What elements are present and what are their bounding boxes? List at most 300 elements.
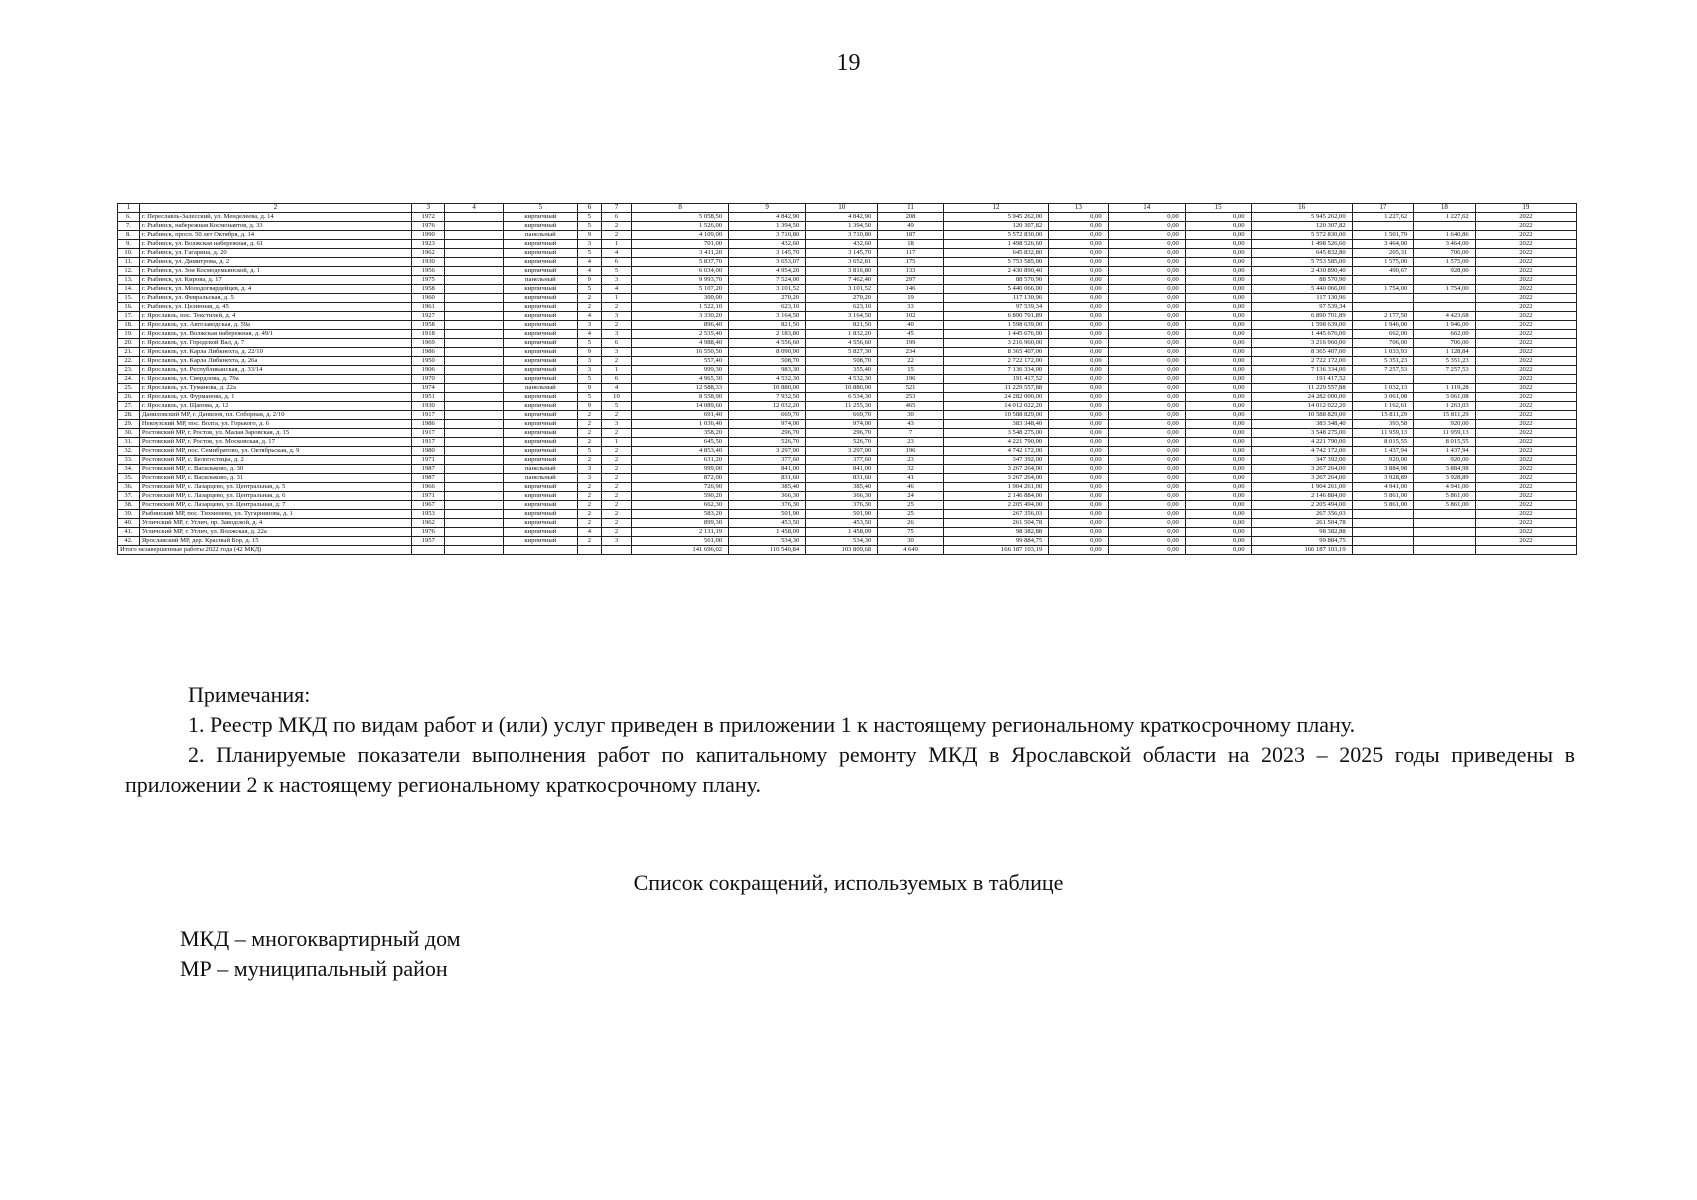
column-number-cell: 1 xyxy=(118,204,140,213)
table-cell: 0,00 xyxy=(1108,330,1185,339)
table-cell: 24 282 000,00 xyxy=(943,393,1048,402)
table-cell xyxy=(445,285,503,294)
table-cell: 5 827,30 xyxy=(806,348,878,357)
table-cell: 2022 xyxy=(1475,375,1576,384)
table-cell: 4 xyxy=(577,258,601,267)
total-cell: 166 187 103,19 xyxy=(943,546,1048,555)
table-cell: 4 965,30 xyxy=(632,375,729,384)
table-cell: 526,70 xyxy=(806,438,878,447)
table-cell xyxy=(1352,537,1414,546)
notes-section xyxy=(125,680,1575,800)
table-cell: 2022 xyxy=(1475,474,1576,483)
column-number-cell: 7 xyxy=(601,204,631,213)
table-cell: 32 xyxy=(878,465,944,474)
total-cell: 110 540,84 xyxy=(729,546,806,555)
table-cell: 0,00 xyxy=(1108,483,1185,492)
table-cell: 0,00 xyxy=(1185,222,1251,231)
table-cell: 1 522,10 xyxy=(632,303,729,312)
table-cell: 4 221 790,00 xyxy=(1251,438,1352,447)
table-cell: 3 xyxy=(601,420,631,429)
table-cell xyxy=(445,384,503,393)
table-cell xyxy=(445,402,503,411)
table-cell: 453,50 xyxy=(729,519,806,528)
total-cell: 0,00 xyxy=(1108,546,1185,555)
table-cell: 1987 xyxy=(412,474,445,483)
table-cell: 2 xyxy=(577,501,601,510)
table-cell: 2022 xyxy=(1475,429,1576,438)
table-cell: 1960 xyxy=(412,294,445,303)
table-cell: 2022 xyxy=(1475,510,1576,519)
table-cell: 355,40 xyxy=(806,366,878,375)
table-cell: 2022 xyxy=(1475,465,1576,474)
table-row xyxy=(118,519,1577,528)
table-cell: 1 xyxy=(601,240,631,249)
table-cell: 645,50 xyxy=(632,438,729,447)
table-cell: 0,00 xyxy=(1049,303,1108,312)
table-cell: 4 423,68 xyxy=(1414,312,1476,321)
table-row xyxy=(118,393,1577,402)
table-cell: 0,00 xyxy=(1049,447,1108,456)
table-cell: 18. xyxy=(118,321,140,330)
table-cell: 3 xyxy=(577,240,601,249)
table-cell: 432,60 xyxy=(806,240,878,249)
table-row xyxy=(118,474,1577,483)
total-cell xyxy=(445,546,503,555)
table-cell: 2022 xyxy=(1475,285,1576,294)
table-cell: 3 216 960,00 xyxy=(1251,339,1352,348)
table-cell: 3 267 264,00 xyxy=(943,465,1048,474)
table-row xyxy=(118,501,1577,510)
table-cell: 6. xyxy=(118,213,140,222)
table-cell: 14 089,60 xyxy=(632,402,729,411)
table-cell xyxy=(445,294,503,303)
table-cell xyxy=(445,456,503,465)
table-cell: 0,00 xyxy=(1108,294,1185,303)
table-cell: 0,00 xyxy=(1185,456,1251,465)
table-row xyxy=(118,249,1577,258)
table-cell: 0,00 xyxy=(1185,321,1251,330)
table-cell: 377,60 xyxy=(729,456,806,465)
table-cell: 2022 xyxy=(1475,312,1576,321)
table-cell: 2022 xyxy=(1475,240,1576,249)
table-cell: 4 941,00 xyxy=(1414,483,1476,492)
table-cell: 270,20 xyxy=(806,294,878,303)
table-cell xyxy=(445,330,503,339)
table-cell: 3 xyxy=(577,366,601,375)
table-cell: 191 417,52 xyxy=(943,375,1048,384)
table-cell: 0,00 xyxy=(1108,528,1185,537)
table-cell: 0,00 xyxy=(1049,474,1108,483)
table-cell: 0,00 xyxy=(1049,483,1108,492)
table-cell: 9 993,70 xyxy=(632,276,729,285)
table-cell: 831,60 xyxy=(806,474,878,483)
table-cell: 1 754,00 xyxy=(1352,285,1414,294)
table-cell: 7 136 334,00 xyxy=(1251,366,1352,375)
table-cell: 508,70 xyxy=(806,357,878,366)
table-cell: 99 884,75 xyxy=(1251,537,1352,546)
table-cell: 0,00 xyxy=(1049,285,1108,294)
abbreviation-item: МКД – многоквартирный дом xyxy=(180,926,461,951)
registry-table xyxy=(117,203,1577,555)
address-cell: г. Переславль-Залесский, ул. Менделеева, д. 14 xyxy=(139,213,411,222)
table-cell: 3 411,20 xyxy=(632,249,729,258)
total-cell xyxy=(577,546,601,555)
table-row xyxy=(118,231,1577,240)
table-cell xyxy=(445,276,503,285)
table-cell xyxy=(445,393,503,402)
table-cell: 3 267 264,00 xyxy=(1251,474,1352,483)
table-cell: 8. xyxy=(118,231,140,240)
table-cell: 2 xyxy=(577,303,601,312)
table-cell: 3 297,90 xyxy=(729,447,806,456)
table-cell xyxy=(1352,510,1414,519)
table-cell: 0,00 xyxy=(1185,375,1251,384)
table-cell: 2 xyxy=(577,456,601,465)
table-cell: 5 572 830,00 xyxy=(1251,231,1352,240)
table-cell: 5 861,00 xyxy=(1414,501,1476,510)
table-cell: кирпичный xyxy=(503,519,577,528)
table-cell: кирпичный xyxy=(503,456,577,465)
table-cell: 21. xyxy=(118,348,140,357)
table-cell: 1 498 526,60 xyxy=(1251,240,1352,249)
table-cell: 3 xyxy=(601,537,631,546)
table-cell: 8 365 407,00 xyxy=(943,348,1048,357)
table-cell: 16 550,50 xyxy=(632,348,729,357)
table-cell: 2 xyxy=(601,501,631,510)
table-cell: 366,30 xyxy=(806,492,878,501)
table-cell: 49 xyxy=(878,222,944,231)
table-cell: 631,20 xyxy=(632,456,729,465)
table-cell: 701,00 xyxy=(632,240,729,249)
table-cell: 267 356,03 xyxy=(943,510,1048,519)
table-cell: 465 xyxy=(878,402,944,411)
table-cell: 0,00 xyxy=(1049,366,1108,375)
table-cell xyxy=(445,492,503,501)
table-cell: 2 205 494,00 xyxy=(943,501,1048,510)
table-cell: 1 xyxy=(601,438,631,447)
table-cell: 1962 xyxy=(412,249,445,258)
table-cell: 2 xyxy=(577,510,601,519)
table-cell: 1980 xyxy=(412,447,445,456)
table-cell: 0,00 xyxy=(1185,339,1251,348)
table-cell: 9 xyxy=(577,402,601,411)
table-cell: 0,00 xyxy=(1108,213,1185,222)
table-cell: 3 816,80 xyxy=(806,267,878,276)
table-row xyxy=(118,285,1577,294)
table-cell: 1971 xyxy=(412,492,445,501)
table-cell: 0,00 xyxy=(1185,393,1251,402)
table-cell xyxy=(445,258,503,267)
table-cell: 0,00 xyxy=(1185,402,1251,411)
table-cell: 41. xyxy=(118,528,140,537)
table-cell: 2022 xyxy=(1475,456,1576,465)
table-cell xyxy=(445,411,503,420)
table-row xyxy=(118,492,1577,501)
table-cell: 0,00 xyxy=(1049,213,1108,222)
table-row xyxy=(118,348,1577,357)
table-cell: 0,00 xyxy=(1049,384,1108,393)
table-cell: 3 652,81 xyxy=(806,258,878,267)
table-cell: 5 xyxy=(577,375,601,384)
note-item: 1. Реестр МКД по видам работ и (или) услуг приведен в приложении 1 к настоящему региональному краткосрочному плану. xyxy=(188,712,1356,737)
table-cell: 3 xyxy=(601,330,631,339)
table-cell: 821,50 xyxy=(806,321,878,330)
table-cell: 133 xyxy=(878,267,944,276)
table-cell: 2022 xyxy=(1475,330,1576,339)
table-cell xyxy=(445,222,503,231)
table-cell: 120 307,82 xyxy=(943,222,1048,231)
address-cell: Ростовский МР, г. Ростов, ул. Московская, д. 17 xyxy=(139,438,411,447)
table-cell: 2 177,50 xyxy=(1352,312,1414,321)
table-row xyxy=(118,321,1577,330)
table-cell: кирпичный xyxy=(503,249,577,258)
table-cell: 0,00 xyxy=(1049,528,1108,537)
table-cell: 5 837,70 xyxy=(632,258,729,267)
table-cell: 10 588 829,00 xyxy=(1251,411,1352,420)
table-cell: 6 xyxy=(601,258,631,267)
table-cell: 0,00 xyxy=(1049,222,1108,231)
table-cell xyxy=(445,240,503,249)
address-cell: г. Рыбинск, ул. Февральская, д. 5 xyxy=(139,294,411,303)
table-row xyxy=(118,429,1577,438)
table-cell: 297 xyxy=(878,276,944,285)
table-cell: 0,00 xyxy=(1108,537,1185,546)
table-row xyxy=(118,375,1577,384)
table-cell: 534,30 xyxy=(729,537,806,546)
address-cell: г. Рыбинск, набережная Космонавтов, д. 33 xyxy=(139,222,411,231)
table-row xyxy=(118,510,1577,519)
table-cell: 928,00 xyxy=(1414,267,1476,276)
column-number-cell: 17 xyxy=(1352,204,1414,213)
table-cell: 0,00 xyxy=(1108,366,1185,375)
table-cell: 706,00 xyxy=(1414,339,1476,348)
table-cell: 4 532,30 xyxy=(729,375,806,384)
table-cell: кирпичный xyxy=(503,330,577,339)
table-cell: 42. xyxy=(118,537,140,546)
table-cell: 490,67 xyxy=(1352,267,1414,276)
table-cell: кирпичный xyxy=(503,447,577,456)
table-row xyxy=(118,357,1577,366)
address-cell: Некоузский МР, пос. Волга, ул. Горького, д. 6 xyxy=(139,420,411,429)
table-cell: 17. xyxy=(118,312,140,321)
table-cell: 33. xyxy=(118,456,140,465)
table-cell: панельный xyxy=(503,384,577,393)
table-cell xyxy=(445,321,503,330)
table-cell: 0,00 xyxy=(1108,222,1185,231)
table-cell xyxy=(445,429,503,438)
table-cell: 1 575,00 xyxy=(1352,258,1414,267)
table-cell: 0,00 xyxy=(1108,438,1185,447)
table-cell: 0,00 xyxy=(1049,519,1108,528)
address-cell: Ростовский МР, с. Васильково, д. 30 xyxy=(139,465,411,474)
table-cell: 0,00 xyxy=(1185,312,1251,321)
address-cell: г. Рыбинск, ул. Целинная, д. 45 xyxy=(139,303,411,312)
table-cell: 2022 xyxy=(1475,447,1576,456)
address-cell: Угличский МР, г. Углич, ул. Волжская, д. 22а xyxy=(139,528,411,537)
table-cell: 15 811,29 xyxy=(1352,411,1414,420)
table-cell: 2022 xyxy=(1475,303,1576,312)
address-cell: Рыбинский МР, пос. Тихменево, ул. Тугарнинова, д. 1 xyxy=(139,510,411,519)
table-cell: 0,00 xyxy=(1108,474,1185,483)
table-row xyxy=(118,528,1577,537)
table-cell: 3 653,07 xyxy=(729,258,806,267)
table-cell: 2022 xyxy=(1475,249,1576,258)
table-cell: 2022 xyxy=(1475,366,1576,375)
table-cell: 0,00 xyxy=(1185,519,1251,528)
table-cell: 1 946,00 xyxy=(1352,321,1414,330)
table-cell: 526,70 xyxy=(729,438,806,447)
table-cell xyxy=(445,537,503,546)
table-cell: 10 880,00 xyxy=(806,384,878,393)
address-cell: Угличский МР, г. Углич, пр. Заводской, д. 4 xyxy=(139,519,411,528)
table-cell: 508,70 xyxy=(729,357,806,366)
table-cell: 0,00 xyxy=(1108,447,1185,456)
address-cell: Ярославский МР, дер. Красный Бор, д. 15 xyxy=(139,537,411,546)
table-cell: 8 015,55 xyxy=(1414,438,1476,447)
table-cell: панельный xyxy=(503,465,577,474)
table-cell: 6 034,00 xyxy=(632,267,729,276)
address-cell: г. Рыбинск, просп. 50 лет Октября, д. 14 xyxy=(139,231,411,240)
table-cell: 0,00 xyxy=(1049,249,1108,258)
abbreviations-title: Список сокращений, используемых в таблице xyxy=(633,870,1064,895)
table-cell: 37. xyxy=(118,492,140,501)
table-cell: 1951 xyxy=(412,393,445,402)
column-number-cell: 8 xyxy=(632,204,729,213)
table-cell: 3 928,89 xyxy=(1352,474,1414,483)
table-cell: 40. xyxy=(118,519,140,528)
table-cell: 0,00 xyxy=(1185,348,1251,357)
table-cell: 841,00 xyxy=(729,465,806,474)
address-cell: г. Рыбинск, ул. Волжская набережная, д. 61 xyxy=(139,240,411,249)
table-cell xyxy=(445,339,503,348)
table-cell: 4 xyxy=(601,285,631,294)
address-cell: г. Рыбинск, ул. Молодогвардейцев, д. 4 xyxy=(139,285,411,294)
table-cell: 3 061,08 xyxy=(1352,393,1414,402)
table-cell: 88 570,90 xyxy=(943,276,1048,285)
table-cell: 43 xyxy=(878,420,944,429)
table-cell: 1917 xyxy=(412,411,445,420)
table-cell: 1923 xyxy=(412,240,445,249)
table-cell: 5 861,00 xyxy=(1414,492,1476,501)
table-cell: 120 307,82 xyxy=(1251,222,1352,231)
table-cell: 1990 xyxy=(412,231,445,240)
table-cell: 4 xyxy=(577,330,601,339)
table-cell: 0,00 xyxy=(1049,420,1108,429)
table-cell: 0,00 xyxy=(1049,240,1108,249)
table-cell: 4 xyxy=(577,528,601,537)
table-cell: 208 xyxy=(878,213,944,222)
table-cell: 1 036,40 xyxy=(632,420,729,429)
address-cell: г. Ярославль, пос. Текстилей, д. 4 xyxy=(139,312,411,321)
table-cell: 11 229 557,88 xyxy=(943,384,1048,393)
table-row xyxy=(118,447,1577,456)
table-cell: 14 012 022,20 xyxy=(1251,402,1352,411)
table-cell xyxy=(1352,303,1414,312)
table-cell: 1958 xyxy=(412,321,445,330)
total-cell: 0,00 xyxy=(1185,546,1251,555)
table-cell: 662,00 xyxy=(1414,330,1476,339)
table-cell: 8 015,55 xyxy=(1352,438,1414,447)
table-cell: 0,00 xyxy=(1185,438,1251,447)
table-cell: 1906 xyxy=(412,366,445,375)
table-cell: 11 959,13 xyxy=(1414,429,1476,438)
table-cell xyxy=(445,348,503,357)
table-cell: 999,00 xyxy=(632,465,729,474)
table-cell: 0,00 xyxy=(1185,501,1251,510)
table-cell: 14. xyxy=(118,285,140,294)
table-cell: 2 xyxy=(601,474,631,483)
table-cell: 2 xyxy=(577,519,601,528)
table-cell: 2022 xyxy=(1475,537,1576,546)
table-cell xyxy=(1352,222,1414,231)
table-cell: 1930 xyxy=(412,402,445,411)
column-number-cell: 6 xyxy=(577,204,601,213)
total-cell xyxy=(1475,546,1576,555)
table-cell: 1974 xyxy=(412,384,445,393)
total-cell: 141 696,02 xyxy=(632,546,729,555)
table-cell: 1 946,00 xyxy=(1414,321,1476,330)
table-cell: 1 xyxy=(601,366,631,375)
table-cell: 4 742 172,00 xyxy=(1251,447,1352,456)
table-cell: 1953 xyxy=(412,510,445,519)
address-cell: Ростовский МР, г. Ростов, ул. Малая Заровская, д. 15 xyxy=(139,429,411,438)
table-cell: 2 430 890,40 xyxy=(943,267,1048,276)
table-cell: 1918 xyxy=(412,330,445,339)
table-cell: 2022 xyxy=(1475,492,1576,501)
table-cell: 0,00 xyxy=(1185,510,1251,519)
table-cell: 4 221 790,00 xyxy=(943,438,1048,447)
table-cell xyxy=(1414,375,1476,384)
table-cell: 0,00 xyxy=(1185,231,1251,240)
table-cell: 0,00 xyxy=(1185,411,1251,420)
table-cell: 0,00 xyxy=(1108,312,1185,321)
table-cell xyxy=(445,483,503,492)
table-cell xyxy=(1414,276,1476,285)
table-cell xyxy=(445,312,503,321)
address-cell: Даниловский МР, г. Данилов, пл. Соборная, д. 2/10 xyxy=(139,411,411,420)
table-cell: 0,00 xyxy=(1108,258,1185,267)
table-cell: 2 131,19 xyxy=(632,528,729,537)
table-row xyxy=(118,366,1577,375)
table-cell: 5 861,00 xyxy=(1352,501,1414,510)
table-cell: кирпичный xyxy=(503,375,577,384)
table-cell: 0,00 xyxy=(1049,456,1108,465)
table-cell: 590,20 xyxy=(632,492,729,501)
table-cell xyxy=(445,528,503,537)
table-cell: 2022 xyxy=(1475,222,1576,231)
table-cell: 0,00 xyxy=(1049,357,1108,366)
table-cell: 9 xyxy=(577,384,601,393)
address-cell: г. Ярославль, ул. Автозаводская, д. 59а xyxy=(139,321,411,330)
table-cell: 267 356,03 xyxy=(1251,510,1352,519)
table-cell: 0,00 xyxy=(1049,339,1108,348)
table-cell: кирпичный xyxy=(503,366,577,375)
table-cell: 12 588,33 xyxy=(632,384,729,393)
table-cell: 0,00 xyxy=(1185,492,1251,501)
column-number-cell: 16 xyxy=(1251,204,1352,213)
table-cell: 4 556,60 xyxy=(729,339,806,348)
table-cell: 25. xyxy=(118,384,140,393)
table-cell: панельный xyxy=(503,231,577,240)
table-cell xyxy=(445,357,503,366)
table-cell: 0,00 xyxy=(1108,267,1185,276)
table-cell: 2022 xyxy=(1475,321,1576,330)
table-cell: кирпичный xyxy=(503,303,577,312)
table-cell: 5 xyxy=(601,267,631,276)
abbreviation-item: МР – муниципальный район xyxy=(180,956,448,981)
table-cell: 175 xyxy=(878,258,944,267)
table-cell: 3 710,80 xyxy=(806,231,878,240)
